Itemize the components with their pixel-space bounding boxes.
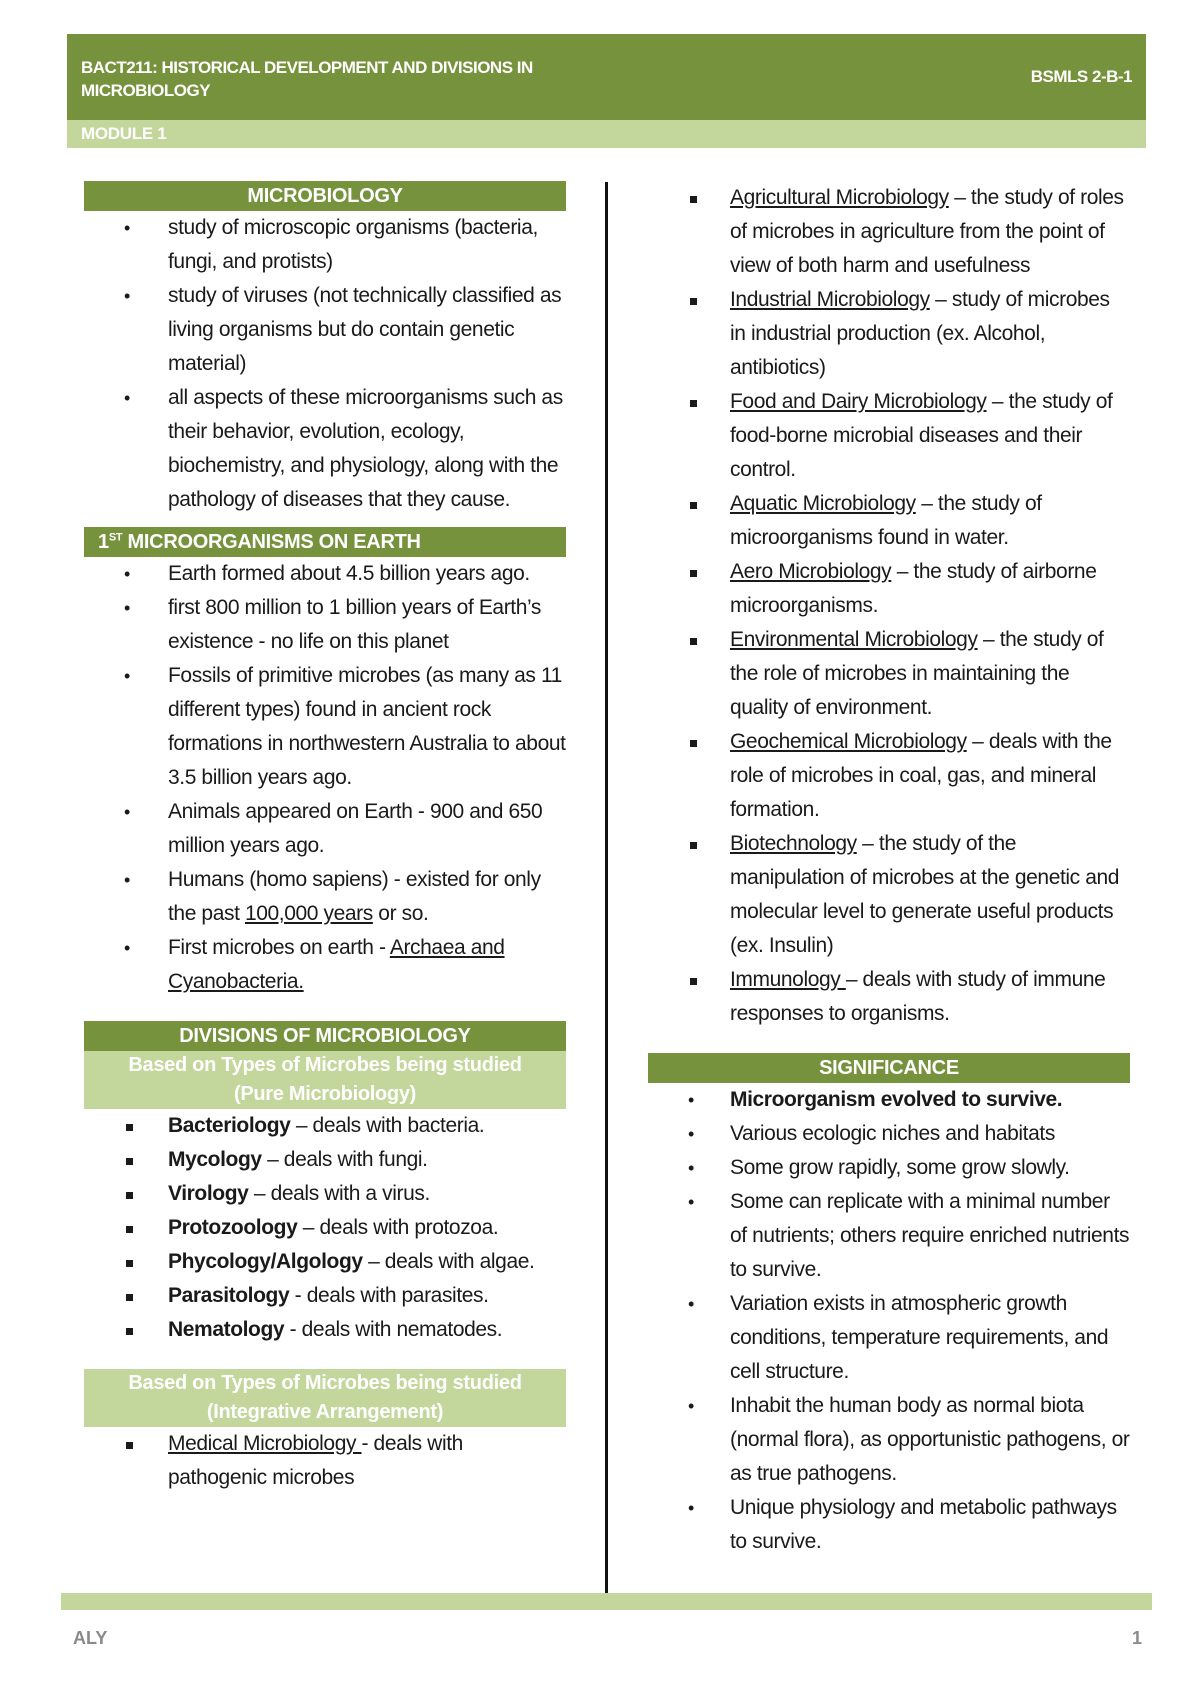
list-item: • Fossils of primitive microbes (as many as 11 different types) found in ancient rock formations in northwestern Australia to about 3.5 billion years ago. [84, 659, 566, 795]
square-bullet-icon [126, 1226, 133, 1233]
section-heading-first-microorganisms: 1ST MICROORGANISMS ON EARTH [84, 527, 566, 557]
significance-list [648, 1083, 1130, 1559]
module-label: MODULE 1 [81, 124, 167, 143]
square-bullet-icon [126, 1192, 133, 1199]
list-item: Virology – deals with a virus. [84, 1177, 566, 1211]
subheading-integrative-arrangement: Based on Types of Microbes being studied (Integrative Arrangement) [84, 1369, 566, 1427]
footer-author: ALY [73, 1628, 108, 1648]
list-item: • Inhabit the human body as normal biota (normal flora), as opportunistic pathogens, or as true pathogens. [648, 1389, 1130, 1491]
list-item: • Various ecologic niches and habitats [648, 1117, 1130, 1151]
round-bullet-icon: • [124, 218, 130, 238]
list-item: Industrial Microbiology – study of microbes in industrial production (ex. Alcohol, antibiotics) [648, 283, 1130, 385]
list-item: • Animals appeared on Earth - 900 and 650 million years ago. [84, 795, 566, 863]
round-bullet-icon: • [688, 1158, 694, 1178]
list-item: Aero Microbiology – the study of airborne microorganisms. [648, 555, 1130, 623]
right-column [648, 181, 1130, 1559]
microbiology-list [84, 211, 566, 517]
round-bullet-icon: • [124, 666, 130, 686]
square-bullet-icon [690, 298, 697, 305]
round-bullet-icon: • [124, 802, 130, 822]
list-item: • Variation exists in atmospheric growth conditions, temperature requirements, and cell structure. [648, 1287, 1130, 1389]
list-item: Biotechnology – the study of the manipulation of microbes at the genetic and molecular level to generate useful products (ex. Insulin) [648, 827, 1130, 963]
section-code: BSMLS 2-B-1 [1030, 67, 1132, 86]
square-bullet-icon [126, 1294, 133, 1301]
square-bullet-icon [126, 1442, 133, 1449]
round-bullet-icon: • [688, 1396, 694, 1416]
section-heading-significance: SIGNIFICANCE [648, 1053, 1130, 1083]
square-bullet-icon [126, 1328, 133, 1335]
subheading-pure-microbiology: Based on Types of Microbes being studied (Pure Microbiology) [84, 1051, 566, 1109]
first-microorganisms-list [84, 557, 566, 999]
round-bullet-icon: • [688, 1090, 694, 1110]
square-bullet-icon [126, 1124, 133, 1131]
list-item: Nematology - deals with nematodes. [84, 1313, 566, 1347]
section-heading-microbiology: MICROBIOLOGY [84, 181, 566, 211]
course-title: BACT211: HISTORICAL DEVELOPMENT AND DIVISIONS IN MICROBIOLOGY [81, 58, 533, 100]
square-bullet-icon [690, 842, 697, 849]
round-bullet-icon: • [688, 1294, 694, 1314]
round-bullet-icon: • [688, 1192, 694, 1212]
list-item: Immunology – deals with study of immune responses to organisms. [648, 963, 1130, 1031]
round-bullet-icon: • [124, 870, 130, 890]
page-header [67, 34, 1146, 120]
left-column [84, 181, 566, 1495]
list-item: • Earth formed about 4.5 billion years ago. [84, 557, 566, 591]
page-number: 1 [1131, 1628, 1142, 1648]
list-item: Aquatic Microbiology – the study of microorganisms found in water. [648, 487, 1130, 555]
list-item: • First microbes on earth - Archaea and Cyanobacteria. [84, 931, 566, 999]
list-item: Phycology/Algology – deals with algae. [84, 1245, 566, 1279]
list-item: Geochemical Microbiology – deals with the role of microbes in coal, gas, and mineral formation. [648, 725, 1130, 827]
square-bullet-icon [690, 638, 697, 645]
round-bullet-icon: • [124, 388, 130, 408]
list-item: • Some grow rapidly, some grow slowly. [648, 1151, 1130, 1185]
pure-microbiology-list [84, 1109, 566, 1347]
list-item: • Humans (homo sapiens) - existed for only the past 100,000 years or so. [84, 863, 566, 931]
list-item: Parasitology - deals with parasites. [84, 1279, 566, 1313]
list-item: Bacteriology – deals with bacteria. [84, 1109, 566, 1143]
integrative-list-start [84, 1427, 566, 1495]
square-bullet-icon [690, 196, 697, 203]
square-bullet-icon [690, 502, 697, 509]
list-item: • Unique physiology and metabolic pathways to survive. [648, 1491, 1130, 1559]
list-item: Medical Microbiology - deals with pathogenic microbes [84, 1427, 566, 1495]
list-item: Environmental Microbiology – the study of the role of microbes in maintaining the quality of environment. [648, 623, 1130, 725]
list-item: • Microorganism evolved to survive. [648, 1083, 1130, 1117]
square-bullet-icon [690, 740, 697, 747]
round-bullet-icon: • [124, 938, 130, 958]
round-bullet-icon: • [688, 1124, 694, 1144]
list-item: Food and Dairy Microbiology – the study of food-borne microbial diseases and their control. [648, 385, 1130, 487]
round-bullet-icon: • [688, 1498, 694, 1518]
footer-band [61, 1593, 1152, 1610]
square-bullet-icon [690, 978, 697, 985]
square-bullet-icon [126, 1260, 133, 1267]
round-bullet-icon: • [124, 598, 130, 618]
round-bullet-icon: • [124, 286, 130, 306]
column-divider [605, 182, 608, 1595]
list-item: Protozoology – deals with protozoa. [84, 1211, 566, 1245]
round-bullet-icon: • [124, 564, 130, 584]
list-item: • all aspects of these microorganisms such as their behavior, evolution, ecology, biochemistry, and physiology, along with the pathology of diseases that they cause. [84, 381, 566, 517]
list-item: Mycology – deals with fungi. [84, 1143, 566, 1177]
list-item: Agricultural Microbiology – the study of roles of microbes in agriculture from the point of view of both harm and usefulness [648, 181, 1130, 283]
square-bullet-icon [690, 400, 697, 407]
section-heading-divisions: DIVISIONS OF MICROBIOLOGY [84, 1021, 566, 1051]
square-bullet-icon [126, 1158, 133, 1165]
list-item: • study of microscopic organisms (bacteria, fungi, and protists) [84, 211, 566, 279]
list-item: • study of viruses (not technically classified as living organisms but do contain genetic material) [84, 279, 566, 381]
integrative-list-continued [648, 181, 1130, 1031]
list-item: • Some can replicate with a minimal number of nutrients; others require enriched nutrients to survive. [648, 1185, 1130, 1287]
square-bullet-icon [690, 570, 697, 577]
module-band [67, 120, 1146, 148]
list-item: • first 800 million to 1 billion years of Earth’s existence - no life on this planet [84, 591, 566, 659]
